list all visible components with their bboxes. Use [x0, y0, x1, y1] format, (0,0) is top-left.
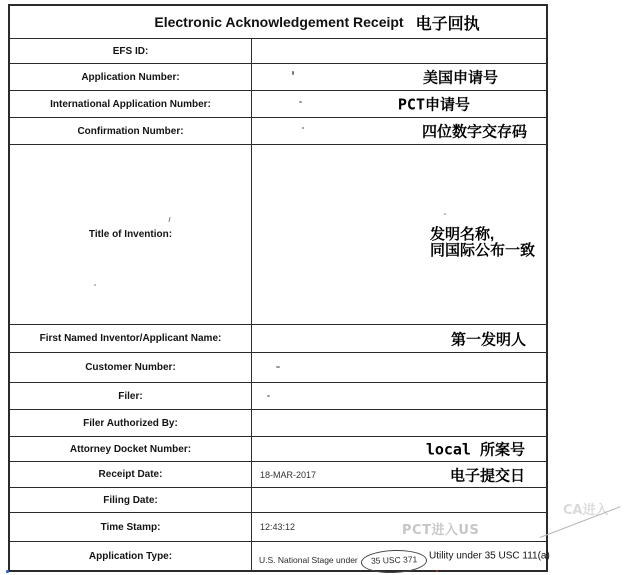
application-type-prefix: U.S. National Stage under	[259, 555, 358, 565]
application-type-value	[252, 542, 550, 570]
circled-annotation-35-usc-371: 35 USC 371	[360, 549, 427, 574]
confirmation-number-value	[252, 118, 546, 144]
smudge-mark	[302, 127, 304, 129]
smudge-mark	[94, 284, 96, 286]
receipt-title: Electronic Acknowledgement Receipt	[154, 14, 404, 30]
title-of-invention-label: Title of Invention:	[10, 145, 252, 324]
row-title-of-invention	[10, 145, 546, 325]
row-application-number	[10, 64, 546, 91]
acknowledgement-receipt-table	[8, 4, 548, 572]
application-number-label: Application Number:	[10, 64, 252, 90]
smudge-mark-blue	[6, 570, 9, 573]
row-receipt-date	[10, 462, 546, 488]
first-named-inventor-value	[252, 325, 546, 352]
confirmation-number-chinese-annotation: 四位数字交存码	[421, 122, 527, 141]
attorney-docket-number-label: Attorney Docket Number:	[10, 437, 252, 461]
row-confirmation-number	[10, 118, 546, 145]
international-application-number-chinese-annotation: PCT申请号	[397, 95, 470, 114]
filing-date-label: Filing Date:	[10, 488, 252, 512]
filer-value	[252, 383, 546, 409]
title-of-invention-chinese-annotation	[430, 227, 535, 259]
row-first-named-inventor	[10, 325, 546, 353]
attorney-docket-chinese-annotation: local 所案号	[425, 440, 525, 459]
application-number-value	[252, 64, 546, 90]
attorney-docket-number-value	[252, 437, 546, 461]
smudge-mark	[292, 71, 294, 75]
ghost-watermark-pct-us: PCT进入US	[402, 523, 480, 538]
row-international-application-number	[10, 91, 546, 118]
smudge-mark	[299, 101, 302, 103]
ghost-watermark-ca: CA进入	[563, 503, 609, 518]
annotation-line-1: 发明名称,	[430, 226, 495, 243]
filer-authorized-by-value	[252, 410, 546, 436]
row-attorney-docket-number	[10, 437, 546, 462]
receipt-date-text: 18-MAR-2017	[260, 469, 317, 480]
filer-label: Filer:	[10, 383, 252, 409]
title-of-invention-value	[252, 145, 546, 324]
confirmation-number-label: Confirmation Number:	[10, 118, 252, 144]
application-number-chinese-annotation: 美国申请号	[422, 68, 498, 87]
filer-authorized-by-label: Filer Authorized By:	[10, 410, 252, 436]
receipt-title-chinese-annotation: 电子回执	[415, 15, 480, 33]
time-stamp-text: 12:43:12	[260, 522, 296, 532]
first-named-inventor-chinese-annotation: 第一发明人	[450, 330, 526, 348]
smudge-mark	[444, 213, 446, 215]
receipt-date-value	[252, 462, 546, 487]
time-stamp-value	[252, 513, 546, 541]
row-filer	[10, 383, 546, 410]
first-named-inventor-label: First Named Inventor/Applicant Name:	[10, 325, 252, 352]
receipt-date-chinese-annotation: 电子提交日	[449, 466, 525, 484]
row-application-type	[10, 542, 550, 570]
customer-number-label: Customer Number:	[10, 353, 252, 382]
row-filing-date	[10, 488, 546, 513]
time-stamp-label: Time Stamp:	[10, 513, 252, 541]
application-type-utility-text: Utility under 35 USC 111(a)	[429, 550, 550, 562]
efs-id-label: EFS ID:	[10, 39, 252, 63]
customer-number-value	[252, 353, 546, 382]
row-customer-number	[10, 353, 546, 383]
smudge-mark-red	[436, 570, 438, 572]
annotation-line-2: 同国际公布一致	[430, 242, 536, 259]
smudge-mark	[276, 366, 280, 368]
efs-id-value	[252, 39, 546, 63]
international-application-number-label: International Application Number:	[10, 91, 252, 117]
row-filer-authorized-by	[10, 410, 546, 437]
filing-date-value	[252, 488, 546, 512]
application-type-text	[259, 550, 427, 573]
application-type-label: Application Type:	[10, 542, 252, 570]
row-efs-id	[10, 39, 546, 64]
table-header	[10, 6, 546, 39]
smudge-mark	[267, 395, 270, 397]
receipt-date-label: Receipt Date:	[10, 462, 252, 487]
international-application-number-value	[252, 91, 546, 117]
